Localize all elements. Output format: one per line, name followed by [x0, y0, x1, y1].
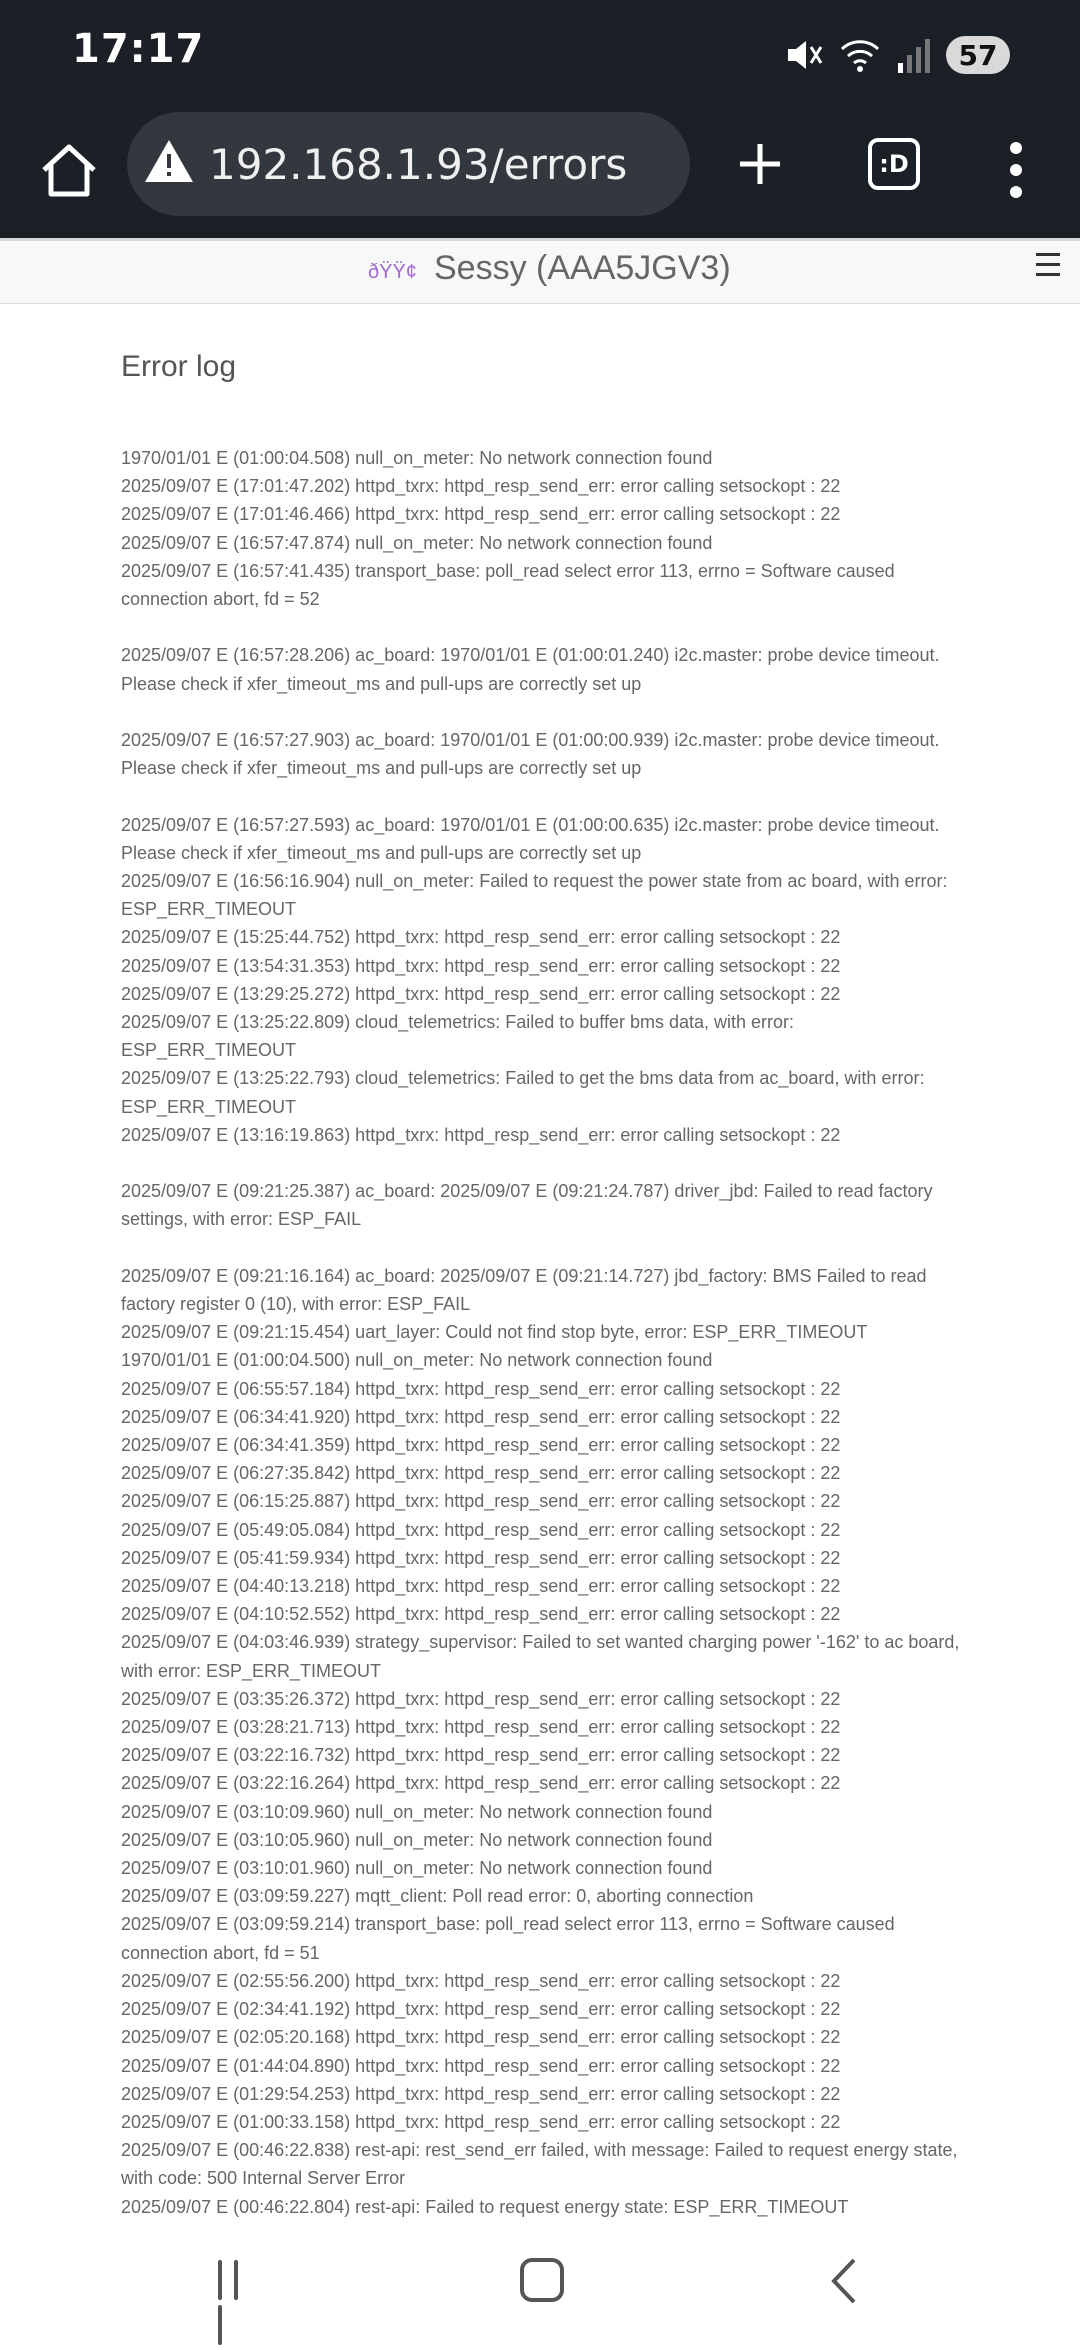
warning-icon[interactable]	[143, 138, 195, 184]
main-content	[121, 350, 961, 2249]
log-entry: 2025/09/07 E (02:34:41.192) httpd_txrx: httpd_resp_send_err: error calling setsockopt : 22	[121, 1999, 841, 2020]
log-entry: 2025/09/07 E (16:57:27.593) ac_board: 1970/01/01 E (01:00:00.635) i2c.master: probe device timeout. Please check if xfer_timeout_ms and pull-ups are correctly set up	[121, 814, 940, 863]
log-entry: 2025/09/07 E (13:54:31.353) httpd_txrx: httpd_resp_send_err: error calling setsockopt : 22	[121, 955, 841, 976]
home-icon[interactable]	[36, 138, 102, 204]
log-entry: 2025/09/07 E (15:25:44.752) httpd_txrx: httpd_resp_send_err: error calling setsockopt : 22	[121, 927, 841, 948]
url-text[interactable]: 192.168.1.93/errors	[209, 140, 628, 189]
log-entry: 2025/09/07 E (13:16:19.863) httpd_txrx: httpd_resp_send_err: error calling setsockopt : 22	[121, 1124, 841, 1145]
log-entry: 2025/09/07 E (13:25:22.793) cloud_telemetrics: Failed to get the bms data from ac_board, with error: ESP_ERR_TIMEOUT	[121, 1068, 925, 1117]
log-entry: 2025/09/07 E (04:10:52.552) httpd_txrx: httpd_resp_send_err: error calling setsockopt : 22	[121, 1604, 841, 1625]
mute-icon	[784, 35, 824, 75]
log-entry: 2025/09/07 E (03:09:59.227) mqtt_client: Poll read error: 0, aborting connection	[121, 1886, 754, 1907]
more-menu-icon[interactable]	[1008, 142, 1024, 198]
new-tab-icon[interactable]	[736, 140, 784, 188]
log-entry: 2025/09/07 E (16:56:16.904) null_on_meter: Failed to request the power state from ac board, with error: ESP_ERR_TIMEOUT	[121, 871, 948, 920]
site-header	[0, 238, 1080, 304]
log-entry: 2025/09/07 E (09:21:25.387) ac_board: 2025/09/07 E (09:21:24.787) driver_jbd: Failed to read factory settings, with error: ESP_FAIL	[121, 1181, 933, 1230]
site-logo[interactable]: ðŸŸ¢	[368, 261, 417, 283]
page-title: Error log	[121, 350, 237, 383]
log-entry: 2025/09/07 E (00:46:22.804) rest-api: Failed to request energy state: ESP_ERR_TIMEOUT	[121, 2196, 849, 2217]
log-entry: 2025/09/07 E (09:21:16.164) ac_board: 2025/09/07 E (09:21:14.727) jbd_factory: BMS Failed to read factory register 0 (10), with error: ESP_FAIL	[121, 1265, 927, 1315]
log-entry: 2025/09/07 E (17:01:46.466) httpd_txrx: httpd_resp_send_err: error calling setsockopt : 22	[121, 504, 841, 525]
log-entry: 2025/09/07 E (06:34:41.920) httpd_txrx: httpd_resp_send_err: error calling setsockopt : 22	[121, 1406, 841, 1427]
url-bar[interactable]	[127, 112, 690, 216]
log-entry: 2025/09/07 E (01:44:04.890) httpd_txrx: httpd_resp_send_err: error calling setsockopt : 22	[121, 2055, 841, 2076]
site-title[interactable]: Sessy (AAA5JGV3)	[434, 249, 731, 287]
log-entry: 2025/09/07 E (16:57:41.435) transport_base: poll_read select error 113, errno = Software caused connection abort, fd = 52	[121, 560, 895, 610]
log-entry: 2025/09/07 E (03:10:09.960) null_on_meter: No network connection found	[121, 1801, 713, 1822]
log-entry: 2025/09/07 E (04:40:13.218) httpd_txrx: httpd_resp_send_err: error calling setsockopt : 22	[121, 1576, 841, 1597]
log-entry: 2025/09/07 E (16:57:28.206) ac_board: 1970/01/01 E (01:00:01.240) i2c.master: probe device timeout. Please check if xfer_timeout_ms and pull-ups are correctly set up	[121, 645, 940, 694]
status-time: 17:17	[72, 26, 205, 72]
error-log-list	[121, 444, 961, 2249]
browser-toolbar	[0, 110, 1080, 238]
log-entry: 2025/09/07 E (03:22:16.264) httpd_txrx: httpd_resp_send_err: error calling setsockopt : 22	[121, 1773, 841, 1794]
log-entry: 2025/09/07 E (03:10:01.960) null_on_meter: No network connection found	[121, 1858, 713, 1879]
status-icons	[784, 30, 1010, 80]
log-entry: 2025/09/07 E (02:55:56.200) httpd_txrx: httpd_resp_send_err: error calling setsockopt : 22	[121, 1970, 841, 1991]
log-entry: 2025/09/07 E (17:01:47.202) httpd_txrx: httpd_resp_send_err: error calling setsockopt : 22	[121, 476, 841, 497]
log-entry: 2025/09/07 E (05:41:59.934) httpd_txrx: httpd_resp_send_err: error calling setsockopt : 22	[121, 1547, 841, 1568]
log-entry: 2025/09/07 E (16:57:47.874) null_on_meter: No network connection found	[121, 532, 713, 553]
system-nav-bar	[0, 2220, 1080, 2340]
log-entry: 2025/09/07 E (03:10:05.960) null_on_meter: No network connection found	[121, 1829, 713, 1850]
log-entry: 2025/09/07 E (01:29:54.253) httpd_txrx: httpd_resp_send_err: error calling setsockopt : 22	[121, 2083, 841, 2104]
battery-indicator: 57	[946, 36, 1010, 74]
log-entry: 2025/09/07 E (13:25:22.809) cloud_telemetrics: Failed to buffer bms data, with error: ESP_ERR_TIMEOUT	[121, 1012, 795, 1061]
log-entry: 2025/09/07 E (06:27:35.842) httpd_txrx: httpd_resp_send_err: error calling setsockopt : 22	[121, 1463, 841, 1484]
log-entry: 2025/09/07 E (03:09:59.214) transport_base: poll_read select error 113, errno = Software caused connection abort, fd = 51	[121, 1914, 895, 1963]
log-entry: 2025/09/07 E (06:15:25.887) httpd_txrx: httpd_resp_send_err: error calling setsockopt : 22	[121, 1491, 841, 1512]
log-entry: 2025/09/07 E (06:34:41.359) httpd_txrx: httpd_resp_send_err: error calling setsockopt : 22	[121, 1435, 841, 1456]
log-entry: 1970/01/01 E (01:00:04.508) null_on_meter: No network connection found	[121, 448, 713, 468]
hamburger-menu-icon[interactable]	[1036, 253, 1060, 283]
recents-button[interactable]	[218, 2260, 262, 2300]
wifi-icon	[838, 35, 882, 75]
log-entry: 2025/09/07 E (09:21:15.454) uart_layer: Could not find stop byte, error: ESP_ERR_TIMEOUT	[121, 1322, 868, 1343]
status-bar	[0, 0, 1080, 110]
log-entry: 2025/09/07 E (03:35:26.372) httpd_txrx: httpd_resp_send_err: error calling setsockopt : 22	[121, 1688, 841, 1709]
log-entry: 2025/09/07 E (01:00:33.158) httpd_txrx: httpd_resp_send_err: error calling setsockopt : 22	[121, 2111, 841, 2132]
log-entry: 2025/09/07 E (06:55:57.184) httpd_txrx: httpd_resp_send_err: error calling setsockopt : 22	[121, 1378, 841, 1399]
log-entry: 2025/09/07 E (03:28:21.713) httpd_txrx: httpd_resp_send_err: error calling setsockopt : 22	[121, 1717, 841, 1738]
log-entry: 1970/01/01 E (01:00:04.500) null_on_meter: No network connection found	[121, 1350, 713, 1371]
tab-switcher-button[interactable]: :D	[868, 138, 920, 190]
back-button[interactable]	[828, 2256, 858, 2306]
log-entry: 2025/09/07 E (04:03:46.939) strategy_supervisor: Failed to set wanted charging power '-162' to ac board, with error: ESP_ERR_TIMEOUT	[121, 1632, 960, 1681]
log-entry: 2025/09/07 E (13:29:25.272) httpd_txrx: httpd_resp_send_err: error calling setsockopt : 22	[121, 983, 841, 1004]
signal-icon	[896, 35, 932, 75]
log-entry: 2025/09/07 E (16:57:27.903) ac_board: 1970/01/01 E (01:00:00.939) i2c.master: probe device timeout. Please check if xfer_timeout_ms and pull-ups are correctly set up	[121, 730, 940, 779]
log-entry: 2025/09/07 E (00:46:22.838) rest-api: rest_send_err failed, with message: Failed to request energy state, with code: 500 Internal Server Error	[121, 2140, 958, 2189]
log-entry: 2025/09/07 E (03:22:16.732) httpd_txrx: httpd_resp_send_err: error calling setsockopt : 22	[121, 1745, 841, 1766]
log-entry: 2025/09/07 E (02:05:20.168) httpd_txrx: httpd_resp_send_err: error calling setsockopt : 22	[121, 2027, 841, 2048]
log-entry: 2025/09/07 E (05:49:05.084) httpd_txrx: httpd_resp_send_err: error calling setsockopt : 22	[121, 1519, 841, 1540]
home-button[interactable]	[520, 2258, 564, 2302]
